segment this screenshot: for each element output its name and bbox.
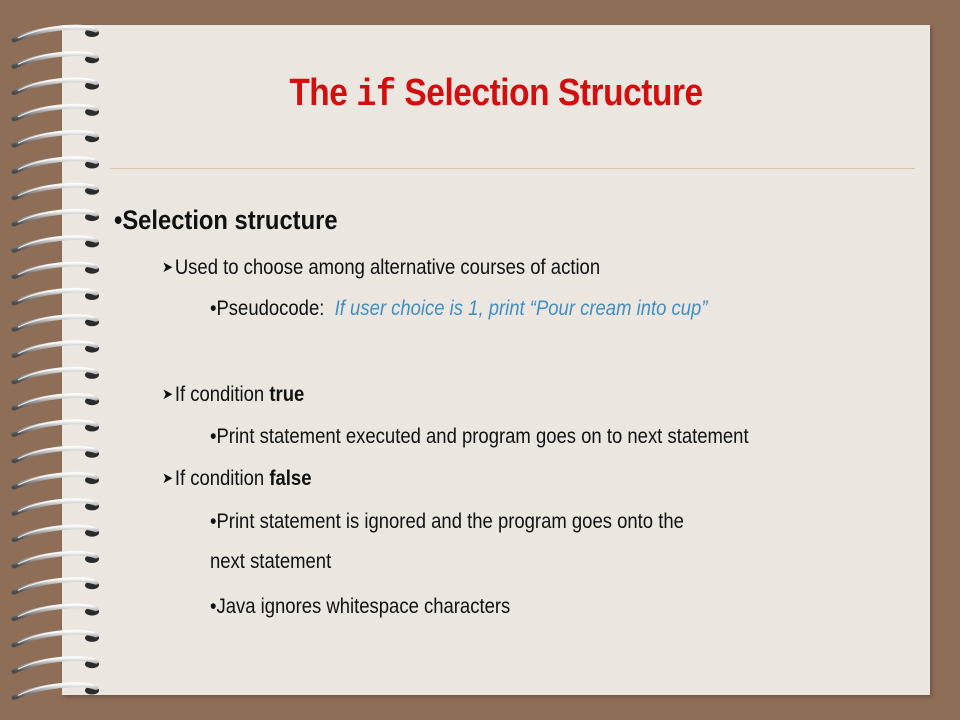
- binding-ring: [14, 447, 99, 461]
- bullet-dot: •: [114, 205, 123, 235]
- heading-text: Selection structure: [122, 205, 338, 235]
- sub-sub-bullet-pseudocode: [210, 297, 707, 321]
- binding-ring: [14, 341, 99, 355]
- title-suffix: Selection Structure: [395, 72, 703, 114]
- true-result-text: Print statement executed and program goes on to next statement: [216, 425, 749, 448]
- whitespace-text: Java ignores whitespace characters: [216, 595, 511, 618]
- condition-prefix: If condition: [174, 467, 270, 490]
- sub-bullet-purpose: [162, 256, 600, 280]
- binding-ring: [14, 473, 99, 487]
- arrow-bullet-icon: ➤: [162, 259, 174, 276]
- bullet-dot: •: [210, 595, 217, 618]
- binding-ring: [14, 105, 99, 119]
- keyword-true: true: [269, 383, 305, 406]
- binding-ring: [14, 631, 99, 645]
- binding-ring: [14, 604, 99, 618]
- purpose-text: Used to choose among alternative courses of action: [174, 256, 601, 279]
- binding-ring: [14, 552, 99, 566]
- binding-ring: [14, 52, 99, 66]
- spiral-binding-rings: [0, 0, 110, 720]
- continuation-text: next statement: [210, 550, 332, 573]
- binding-ring: [14, 578, 99, 592]
- binding-ring: [14, 236, 99, 250]
- binding-ring: [14, 683, 99, 697]
- title-code-keyword: if: [356, 74, 396, 117]
- arrow-bullet-icon: ➤: [162, 386, 174, 403]
- condition-prefix: If condition: [174, 383, 270, 406]
- binding-ring: [14, 289, 99, 303]
- bullet-dot: •: [210, 510, 217, 533]
- arrow-bullet-icon: ➤: [162, 470, 174, 487]
- pseudocode-example: If user choice is 1, print “Pour cream into cup”: [334, 297, 708, 320]
- sub-bullet-true: [162, 383, 304, 407]
- binding-ring: [14, 157, 99, 171]
- binding-ring: [14, 184, 99, 198]
- binding-ring: [14, 131, 99, 145]
- sub-sub-bullet-false-result: [210, 510, 684, 534]
- binding-ring: [14, 499, 99, 513]
- keyword-false: false: [269, 467, 312, 490]
- title-prefix: The: [289, 72, 357, 114]
- bullet-dot: •: [210, 297, 217, 320]
- sub-sub-bullet-true-result: [210, 425, 749, 449]
- pseudocode-label: Pseudocode:: [216, 297, 325, 320]
- binding-ring: [14, 394, 99, 408]
- binding-ring: [14, 368, 99, 382]
- binding-ring: [14, 526, 99, 540]
- binding-ring: [14, 210, 99, 224]
- bullet-dot: •: [210, 425, 217, 448]
- binding-ring: [14, 26, 99, 40]
- sub-bullet-false: [162, 467, 311, 491]
- binding-ring: [14, 263, 99, 277]
- false-result-text: Print statement is ignored and the program goes onto the: [216, 510, 684, 533]
- sub-sub-bullet-whitespace: [210, 595, 510, 619]
- binding-ring: [14, 315, 99, 329]
- title-divider: [110, 168, 915, 169]
- binding-ring: [14, 420, 99, 434]
- binding-ring: [14, 78, 99, 92]
- slide-title: [114, 72, 878, 117]
- false-result-continuation: [210, 550, 331, 574]
- binding-ring: [14, 657, 99, 671]
- heading-bullet: [114, 205, 338, 236]
